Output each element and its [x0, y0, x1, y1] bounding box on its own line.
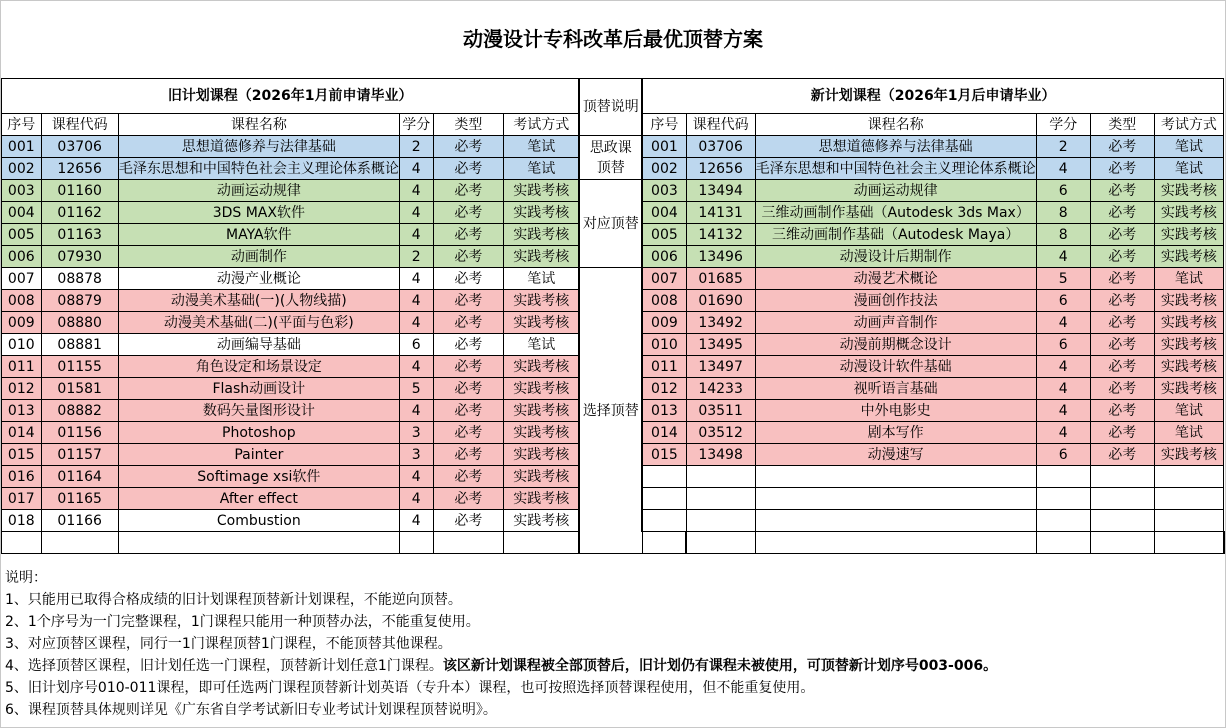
new-cell: 实践考核 — [1154, 290, 1223, 312]
middle-heading: 顶替说明 — [579, 79, 642, 136]
new-cell — [755, 510, 1036, 532]
new-cell: 015 — [642, 444, 686, 466]
new-cell: 必考 — [1090, 136, 1154, 158]
new-cell: 必考 — [1090, 224, 1154, 246]
new-cell — [1090, 510, 1154, 532]
old-cell: 6 — [399, 334, 433, 356]
new-cell: 003 — [642, 180, 686, 202]
new-cell — [642, 488, 686, 510]
new-col-header: 课程名称 — [755, 114, 1036, 136]
new-cell: 实践考核 — [1154, 334, 1223, 356]
empty-cell — [118, 532, 399, 554]
new-cell: 实践考核 — [1154, 356, 1223, 378]
old-col-header: 学分 — [399, 114, 433, 136]
note-4-bold: 该区新计划课程被全部顶替后，旧计划仍有课程未被使用，可顶替新计划序号003-006。 — [442, 658, 998, 674]
new-cell: 012 — [642, 378, 686, 400]
new-cell: 动画运动规律 — [755, 180, 1036, 202]
new-cell: 007 — [642, 268, 686, 290]
old-cell: 014 — [2, 422, 42, 444]
new-cell: 实践考核 — [1154, 202, 1223, 224]
old-cell: 017 — [2, 488, 42, 510]
old-cell: 实践考核 — [504, 356, 580, 378]
old-cell: 01164 — [41, 466, 118, 488]
new-cell: 毛泽东思想和中国特色社会主义理论体系概论 — [755, 158, 1036, 180]
new-cell: 6 — [1036, 444, 1090, 466]
empty-cell — [1224, 532, 1225, 554]
new-cell: 14132 — [686, 224, 755, 246]
old-cell: 002 — [2, 158, 42, 180]
old-cell: 12656 — [41, 158, 118, 180]
old-cell: 必考 — [433, 378, 503, 400]
old-cell: 003 — [2, 180, 42, 202]
old-cell: 006 — [2, 246, 42, 268]
new-cell: 笔试 — [1154, 400, 1223, 422]
new-cell: 必考 — [1090, 334, 1154, 356]
old-cell: 实践考核 — [504, 378, 580, 400]
old-cell: 动漫美术基础(二)(平面与色彩) — [118, 312, 399, 334]
new-cell: 实践考核 — [1154, 180, 1223, 202]
new-cell: 01690 — [686, 290, 755, 312]
new-cell: 12656 — [686, 158, 755, 180]
old-cell: 01155 — [41, 356, 118, 378]
new-col-header: 序号 — [642, 114, 686, 136]
new-cell: 13498 — [686, 444, 755, 466]
old-cell: 4 — [399, 312, 433, 334]
new-plan-heading: 新计划课程（2026年1月后申请毕业） — [642, 79, 1223, 114]
empty-cell — [2, 532, 42, 554]
new-cell: 6 — [1036, 334, 1090, 356]
old-col-header: 课程代码 — [41, 114, 118, 136]
old-cell: 动漫产业概论 — [118, 268, 399, 290]
new-cell: 01685 — [686, 268, 755, 290]
new-cell: 剧本写作 — [755, 422, 1036, 444]
old-cell: 必考 — [433, 290, 503, 312]
old-cell: 实践考核 — [504, 466, 580, 488]
old-cell: 08878 — [41, 268, 118, 290]
new-cell: 4 — [1036, 158, 1090, 180]
new-cell: 动漫速写 — [755, 444, 1036, 466]
old-cell: 5 — [399, 378, 433, 400]
old-cell: 实践考核 — [504, 202, 580, 224]
old-cell: Photoshop — [118, 422, 399, 444]
old-cell: 010 — [2, 334, 42, 356]
old-cell: 011 — [2, 356, 42, 378]
old-cell: 动画制作 — [118, 246, 399, 268]
old-cell: 数码矢量图形设计 — [118, 400, 399, 422]
new-cell: 011 — [642, 356, 686, 378]
course-table — [1, 78, 1225, 554]
empty-cell — [399, 532, 433, 554]
old-cell: 4 — [399, 488, 433, 510]
new-cell: 14131 — [686, 202, 755, 224]
new-cell: 中外电影史 — [755, 400, 1036, 422]
old-cell: 4 — [399, 158, 433, 180]
old-cell: 实践考核 — [504, 444, 580, 466]
new-cell: 必考 — [1090, 378, 1154, 400]
old-cell: 动画运动规律 — [118, 180, 399, 202]
old-cell: 必考 — [433, 246, 503, 268]
group-label: 思政课顶替 — [579, 136, 642, 180]
note-4 — [5, 655, 1223, 677]
page-title: 动漫设计专科改革后最优顶替方案 — [463, 27, 763, 51]
old-cell: 必考 — [433, 400, 503, 422]
new-cell — [642, 466, 686, 488]
old-cell: 013 — [2, 400, 42, 422]
new-col-header: 类型 — [1090, 114, 1154, 136]
empty-cell — [686, 532, 755, 554]
old-cell: 动画编导基础 — [118, 334, 399, 356]
old-col-header: 考试方式 — [504, 114, 580, 136]
new-cell: 必考 — [1090, 268, 1154, 290]
new-cell: 13497 — [686, 356, 755, 378]
old-cell: Flash动画设计 — [118, 378, 399, 400]
old-cell: 笔试 — [504, 268, 580, 290]
empty-cell — [1090, 532, 1154, 554]
new-cell: 视听语言基础 — [755, 378, 1036, 400]
new-cell: 03706 — [686, 136, 755, 158]
old-cell: 实践考核 — [504, 224, 580, 246]
new-cell — [1036, 466, 1090, 488]
old-cell: 08879 — [41, 290, 118, 312]
new-cell: 4 — [1036, 378, 1090, 400]
old-cell: 01165 — [41, 488, 118, 510]
new-cell: 必考 — [1090, 202, 1154, 224]
new-cell: 动漫设计后期制作 — [755, 246, 1036, 268]
table-row — [2, 136, 1225, 158]
new-cell: 002 — [642, 158, 686, 180]
old-cell: 01163 — [41, 224, 118, 246]
old-cell: Painter — [118, 444, 399, 466]
old-cell: 3DS MAX软件 — [118, 202, 399, 224]
old-cell: 08882 — [41, 400, 118, 422]
new-col-header: 课程代码 — [686, 114, 755, 136]
empty-cell — [41, 532, 118, 554]
old-cell: 角色设定和场景设定 — [118, 356, 399, 378]
old-col-header: 课程名称 — [118, 114, 399, 136]
old-cell: 01156 — [41, 422, 118, 444]
old-cell: 01581 — [41, 378, 118, 400]
old-cell: MAYA软件 — [118, 224, 399, 246]
old-cell: 实践考核 — [504, 246, 580, 268]
group-label: 对应顶替 — [579, 180, 642, 268]
new-cell — [686, 488, 755, 510]
notes-heading: 说明： — [5, 570, 47, 586]
new-cell — [1036, 510, 1090, 532]
new-cell: 4 — [1036, 356, 1090, 378]
old-cell: 012 — [2, 378, 42, 400]
empty-cell — [755, 532, 1036, 554]
old-cell: 001 — [2, 136, 42, 158]
new-cell: 4 — [1036, 312, 1090, 334]
new-cell: 6 — [1036, 180, 1090, 202]
new-cell: 010 — [642, 334, 686, 356]
new-cell: 13496 — [686, 246, 755, 268]
old-cell: 01157 — [41, 444, 118, 466]
old-cell: 01166 — [41, 510, 118, 532]
new-cell: 013 — [642, 400, 686, 422]
new-cell: 009 — [642, 312, 686, 334]
old-cell: 实践考核 — [504, 180, 580, 202]
old-plan-heading: 旧计划课程（2026年1月前申请毕业） — [2, 79, 580, 114]
new-cell: 03511 — [686, 400, 755, 422]
new-cell: 笔试 — [1154, 158, 1223, 180]
old-cell: 必考 — [433, 268, 503, 290]
old-cell: 必考 — [433, 334, 503, 356]
old-cell: 005 — [2, 224, 42, 246]
empty-cell — [1036, 532, 1090, 554]
new-cell: 动漫设计软件基础 — [755, 356, 1036, 378]
new-cell: 014 — [642, 422, 686, 444]
new-cell — [686, 466, 755, 488]
new-cell: 必考 — [1090, 158, 1154, 180]
new-cell: 动漫前期概念设计 — [755, 334, 1036, 356]
old-cell: 4 — [399, 268, 433, 290]
old-cell: 4 — [399, 466, 433, 488]
note-5: 5、旧计划序号010-011课程，即可任选两门课程顶替新计划英语（专升本）课程，也可按照选择顶替课程使用，但不能重复使用。 — [5, 680, 815, 696]
new-cell: 必考 — [1090, 312, 1154, 334]
old-cell: 2 — [399, 136, 433, 158]
new-cell: 实践考核 — [1154, 246, 1223, 268]
new-cell: 实践考核 — [1154, 378, 1223, 400]
new-cell: 必考 — [1090, 246, 1154, 268]
old-cell: 必考 — [433, 488, 503, 510]
notes — [5, 567, 1223, 721]
new-cell: 必考 — [1090, 180, 1154, 202]
new-cell: 005 — [642, 224, 686, 246]
old-cell: 必考 — [433, 356, 503, 378]
old-cell: 实践考核 — [504, 290, 580, 312]
old-cell: Combustion — [118, 510, 399, 532]
old-cell: 015 — [2, 444, 42, 466]
old-cell: 01160 — [41, 180, 118, 202]
note-1: 1、只能用已取得合格成绩的旧计划课程顶替新计划课程，不能逆向顶替。 — [5, 592, 462, 608]
old-cell: 018 — [2, 510, 42, 532]
new-cell: 13492 — [686, 312, 755, 334]
old-cell: 008 — [2, 290, 42, 312]
old-cell: 01162 — [41, 202, 118, 224]
old-cell: 必考 — [433, 312, 503, 334]
old-cell: 必考 — [433, 224, 503, 246]
new-cell: 笔试 — [1154, 268, 1223, 290]
old-cell: 4 — [399, 510, 433, 532]
note-3: 3、对应顶替区课程，同行一1门课程顶替1门课程，不能顶替其他课程。 — [5, 636, 452, 652]
new-cell: 6 — [1036, 290, 1090, 312]
old-cell: 3 — [399, 422, 433, 444]
new-cell: 三维动画制作基础（Autodesk Maya） — [755, 224, 1036, 246]
new-cell — [1090, 488, 1154, 510]
old-cell: 必考 — [433, 510, 503, 532]
old-cell: 08881 — [41, 334, 118, 356]
group-label: 选择顶替 — [579, 268, 642, 554]
new-cell: 三维动画制作基础（Autodesk 3ds Max） — [755, 202, 1036, 224]
old-cell: 016 — [2, 466, 42, 488]
new-col-header: 考试方式 — [1154, 114, 1223, 136]
old-cell: 4 — [399, 356, 433, 378]
empty-cell — [504, 532, 580, 554]
old-cell: 笔试 — [504, 334, 580, 356]
old-col-header: 序号 — [2, 114, 42, 136]
new-cell: 实践考核 — [1154, 444, 1223, 466]
old-cell: 毛泽东思想和中国特色社会主义理论体系概论 — [118, 158, 399, 180]
new-cell: 笔试 — [1154, 422, 1223, 444]
old-cell: 笔试 — [504, 136, 580, 158]
old-cell: 必考 — [433, 202, 503, 224]
old-cell: 3 — [399, 444, 433, 466]
empty-cell — [642, 532, 686, 554]
note-2: 2、1个序号为一门完整课程，1门课程只能用一种顶替办法，不能重复使用。 — [5, 614, 480, 630]
old-cell: 03706 — [41, 136, 118, 158]
table-row — [2, 180, 1225, 202]
old-cell: 必考 — [433, 136, 503, 158]
old-cell: 4 — [399, 224, 433, 246]
old-cell: 2 — [399, 246, 433, 268]
old-cell: After effect — [118, 488, 399, 510]
table-row — [2, 268, 1225, 290]
note-4-text: 4、选择顶替区课程，旧计划任选一门课程，顶替新计划任意1门课程。 — [5, 658, 443, 674]
note-6: 6、课程顶替具体规则详见《广东省自学考试新旧专业考试计划课程顶替说明》。 — [5, 702, 497, 718]
new-cell: 4 — [1036, 422, 1090, 444]
new-cell — [686, 510, 755, 532]
new-cell — [755, 488, 1036, 510]
old-cell: Softimage xsi软件 — [118, 466, 399, 488]
old-cell: 4 — [399, 290, 433, 312]
old-cell: 009 — [2, 312, 42, 334]
new-cell: 14233 — [686, 378, 755, 400]
new-cell: 2 — [1036, 136, 1090, 158]
old-col-header: 类型 — [433, 114, 503, 136]
old-cell: 007 — [2, 268, 42, 290]
new-cell: 必考 — [1090, 290, 1154, 312]
old-cell: 4 — [399, 400, 433, 422]
empty-cell — [433, 532, 503, 554]
new-cell: 4 — [1036, 246, 1090, 268]
old-cell: 实践考核 — [504, 400, 580, 422]
old-cell: 必考 — [433, 422, 503, 444]
old-cell: 实践考核 — [504, 422, 580, 444]
new-cell: 实践考核 — [1154, 312, 1223, 334]
new-cell: 漫画创作技法 — [755, 290, 1036, 312]
new-cell: 006 — [642, 246, 686, 268]
old-cell: 必考 — [433, 180, 503, 202]
new-cell: 8 — [1036, 202, 1090, 224]
old-cell: 实践考核 — [504, 510, 580, 532]
old-cell: 08880 — [41, 312, 118, 334]
new-cell: 5 — [1036, 268, 1090, 290]
new-cell: 001 — [642, 136, 686, 158]
old-cell: 004 — [2, 202, 42, 224]
new-cell: 必考 — [1090, 422, 1154, 444]
new-cell: 008 — [642, 290, 686, 312]
new-cell — [1090, 466, 1154, 488]
new-cell — [1154, 466, 1223, 488]
old-cell: 实践考核 — [504, 488, 580, 510]
old-cell: 笔试 — [504, 158, 580, 180]
old-cell: 必考 — [433, 158, 503, 180]
new-cell — [755, 466, 1036, 488]
new-cell — [1154, 488, 1223, 510]
new-cell: 03512 — [686, 422, 755, 444]
new-cell: 必考 — [1090, 444, 1154, 466]
new-cell: 动画声音制作 — [755, 312, 1036, 334]
old-cell: 必考 — [433, 466, 503, 488]
empty-cell — [1154, 532, 1223, 554]
new-cell: 思想道德修养与法律基础 — [755, 136, 1036, 158]
new-cell — [1154, 510, 1223, 532]
new-cell: 笔试 — [1154, 136, 1223, 158]
new-cell — [642, 510, 686, 532]
new-cell — [1036, 488, 1090, 510]
new-cell: 004 — [642, 202, 686, 224]
old-cell: 实践考核 — [504, 312, 580, 334]
new-col-header: 学分 — [1036, 114, 1090, 136]
new-cell: 13495 — [686, 334, 755, 356]
old-cell: 4 — [399, 202, 433, 224]
new-cell: 必考 — [1090, 400, 1154, 422]
old-cell: 4 — [399, 180, 433, 202]
new-cell: 4 — [1036, 400, 1090, 422]
new-cell: 13494 — [686, 180, 755, 202]
new-cell: 8 — [1036, 224, 1090, 246]
new-cell: 必考 — [1090, 356, 1154, 378]
old-cell: 动漫美术基础(一)(人物线描) — [118, 290, 399, 312]
old-cell: 思想道德修养与法律基础 — [118, 136, 399, 158]
old-cell: 07930 — [41, 246, 118, 268]
old-cell: 必考 — [433, 444, 503, 466]
new-cell: 动漫艺术概论 — [755, 268, 1036, 290]
new-cell: 实践考核 — [1154, 224, 1223, 246]
